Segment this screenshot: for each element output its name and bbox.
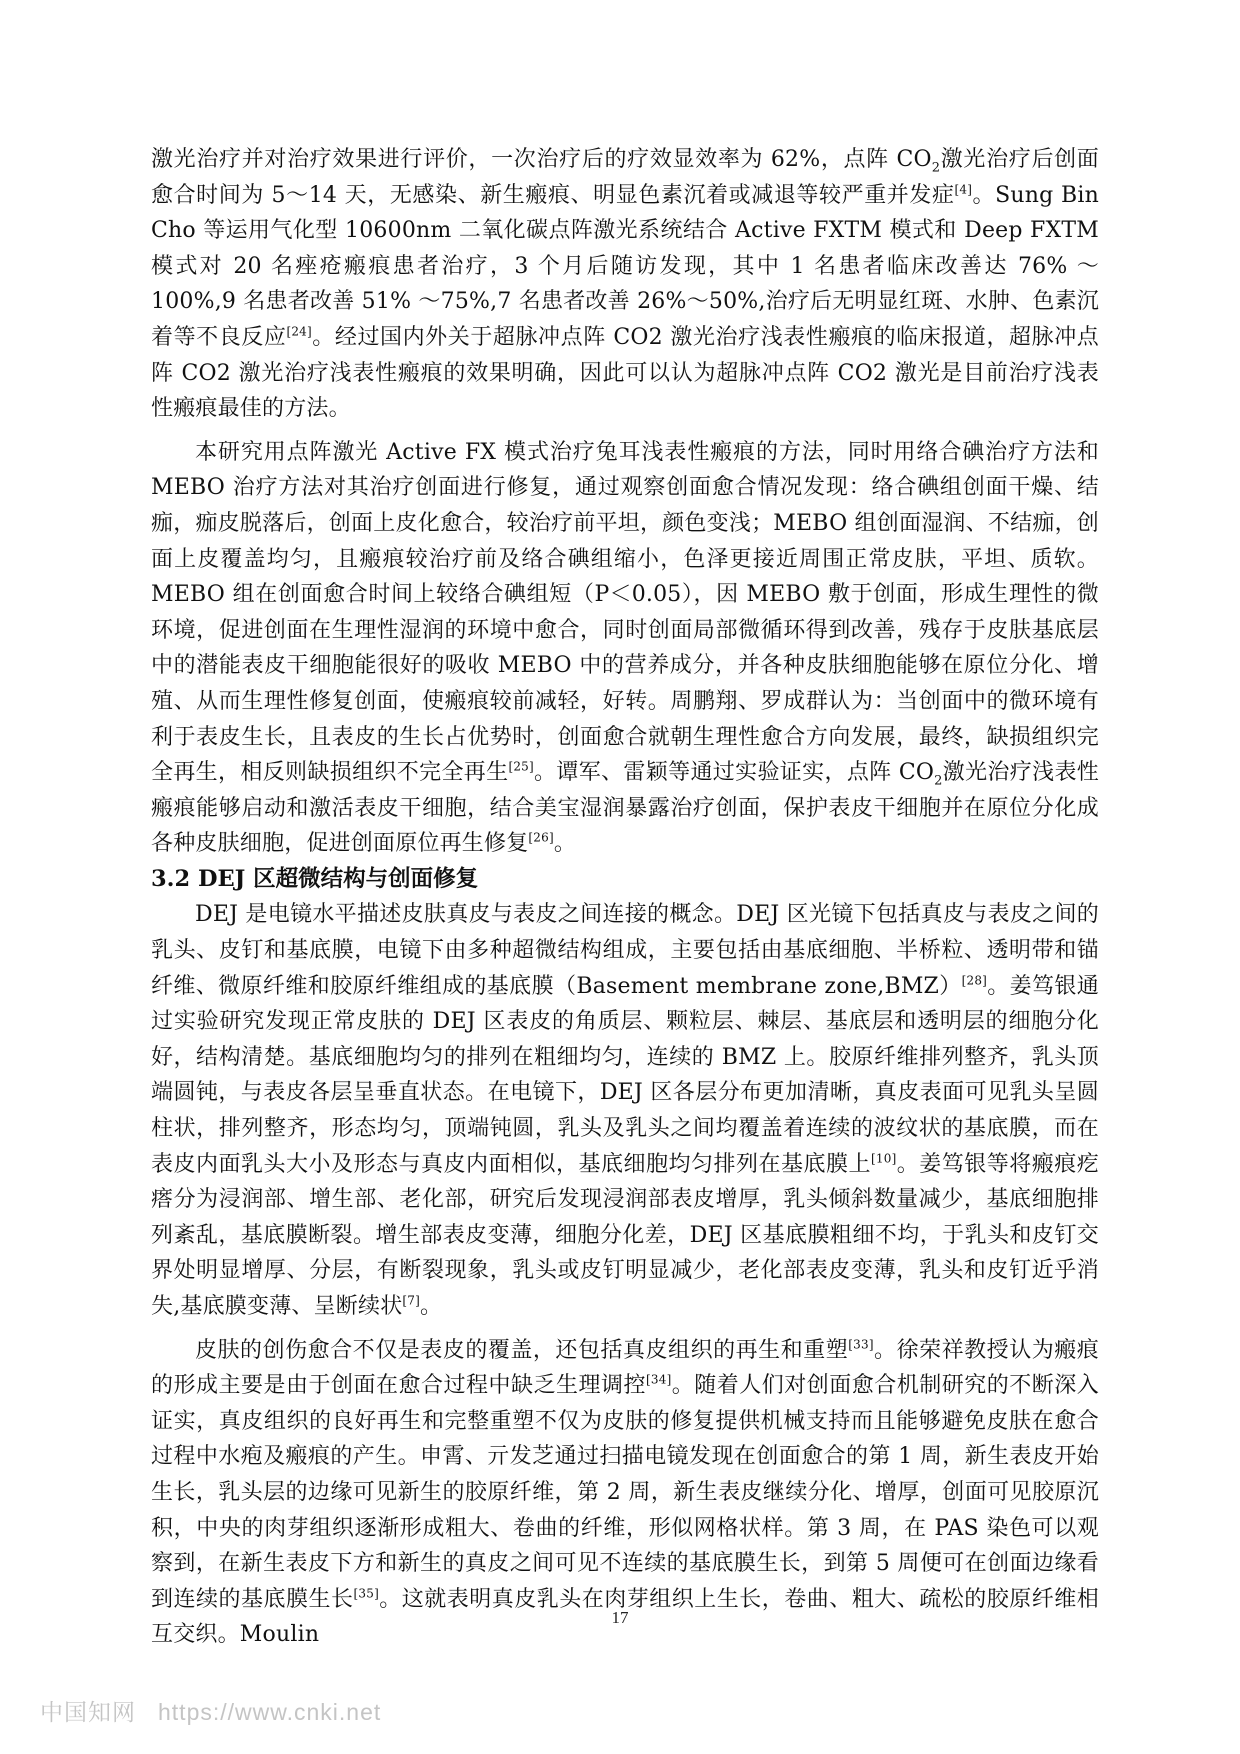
citation-ref: [24] xyxy=(286,324,312,339)
citation-ref: [25] xyxy=(508,759,534,774)
paragraph-laser-results xyxy=(151,142,1099,427)
citation-ref: [35] xyxy=(353,1586,379,1601)
paragraph-study-findings xyxy=(151,435,1099,862)
text-run: 。谭军、雷颖等通过实验证实，点阵 CO xyxy=(533,760,935,786)
watermark-url: https://www.cnki.net xyxy=(158,1699,382,1725)
citation-ref: [4] xyxy=(954,182,973,197)
text-run: 。这就表明真皮乳头在肉芽组织上生长，卷曲、粗大、疏松的胶原纤维相互交织。Moulin xyxy=(151,1586,1099,1648)
citation-ref: [26] xyxy=(528,830,554,845)
text-run: 皮肤的创伤愈合不仅是表皮的覆盖，还包括真皮组织的再生和重塑 xyxy=(195,1337,849,1363)
citation-ref: [7] xyxy=(402,1293,421,1308)
page-number: 17 xyxy=(611,1608,629,1627)
text-run: DEJ 是电镜水平描述皮肤真皮与表皮之间连接的概念。DEJ 区光镜下包括真皮与表皮之间的乳头、皮钉和基底膜，电镜下由多种超微结构组成，主要包括由基底细胞、半桥粒、透明带和锚纤维、微原纤维和胶原纤维组成的基底膜（Basement membrane zone,BMZ） xyxy=(151,902,1099,999)
text-run: 。姜笃银等将瘢痕疙瘩分为浸润部、增生部、老化部，研究后发现浸润部表皮增厚，乳头倾斜数量减少，基底细胞排列紊乱，基底膜断裂。增生部表皮变薄，细胞分化差，DEJ 区基底膜粗细不均，于乳头和皮钉交界处明显增厚、分层，有断裂现象，乳头或皮钉明显减少，老化部表皮变薄，乳头和皮钉近乎消失,基底膜变薄、呈断续状 xyxy=(151,1151,1099,1319)
text-run: 。姜笃银通过实验研究发现正常皮肤的 DEJ 区表皮的角质层、颗粒层、棘层、基底层和透明层的细胞分化好，结构清楚。基底细胞均匀的排列在粗细均匀，连续的 BMZ 上。胶原纤维排列整齐，乳头顶端圆钝，与表皮各层呈垂直状态。在电镜下，DEJ 区各层分布更加清晰，真皮表面可见乳头呈圆柱状，排列整齐，形态均匀，顶端钝圆，乳头及乳头之间均覆盖着连续的波纹状的基底膜，而在表皮内面乳头大小及形态与真皮内面相似，基底细胞均匀排列在基底膜上 xyxy=(151,973,1099,1177)
section-heading-dej: 3.2 DEJ 区超微结构与创面修复 xyxy=(151,865,479,892)
citation-ref: [34] xyxy=(646,1372,672,1387)
text-run: 本研究用点阵激光 Active FX 模式治疗兔耳浅表性瘢痕的方法，同时用络合碘治疗方法和 MEBO 治疗方法对其治疗创面进行修复，通过观察创面愈合情况发现：络合碘组创面干燥、结痂，痂皮脱落后，创面上皮化愈合，较治疗前平坦，颜色变浅；MEBO 组创面湿润、不结痂，创面上皮覆盖均匀，且瘢痕较治疗前及络合碘组缩小，色泽更接近周围正常皮肤，平坦、质软。MEBO 组在创面愈合时间上较络合碘组短（P＜0.05），因 MEBO 敷于创面，形成生理性的微环境，促进创面在生理性湿润的环境中愈合，同时创面局部微循环得到改善，残存于皮肤基底层中的潜能表皮干细胞能很好的吸收 MEBO 中的营养成分，并各种皮肤细胞能够在原位分化、增殖、从而生理性修复创面，使瘢痕较前减轻，好转。周鹏翔、罗成群认为：当创面中的微环境有利于表皮生长，且表皮的生长占优势时，创面愈合就朝生理性愈合方向发展，最终，缺损组织完全再生，相反则缺损组织不完全再生 xyxy=(151,439,1099,786)
paragraph-dej-structure xyxy=(151,897,1099,1324)
text-run: 。随着人们对创面愈合机制研究的不断深入证实，真皮组织的良好再生和完整重塑不仅为皮肤的修复提供机械支持而且能够避免皮肤在愈合过程中水疱及瘢痕的产生。申霄、亓发芝通过扫描电镜发现在创面愈合的第 1 周，新生表皮开始生长，乳头层的边缘可见新生的胶原纤维，第 2 周，新生表皮继续分化、增厚，创面可见胶原沉积，中央的肉芽组织逐渐形成粗大、卷曲的纤维，形似网格状样。第 3 周，在 PAS 染色可以观察到，在新生表皮下方和新生的真皮之间可见不连续的基底膜生长，到第 5 周便可在创面边缘看到连续的基底膜生长 xyxy=(151,1373,1099,1612)
subscript: 2 xyxy=(934,773,943,789)
text-run: 。 xyxy=(420,1294,443,1319)
text-run: 激光治疗后创面愈合时间为 5～14 天，无感染、新生瘢痕、明显色素沉着或减退等较严重并发症 xyxy=(151,147,1099,208)
watermark-brand: 中国知网 xyxy=(40,1700,136,1726)
subscript: 2 xyxy=(931,160,941,176)
citation-ref: [28] xyxy=(961,973,988,988)
text-run: 激光治疗并对治疗效果进行评价，一次治疗后的疗效显效率为 62%，点阵 CO xyxy=(151,147,932,172)
text-run: 。经过国内外关于超脉冲点阵 CO2 激光治疗浅表性瘢痕的临床报道，超脉冲点阵 CO2 激光治疗浅表性瘢痕的效果明确，因此可以认为超脉冲点阵 CO2 激光是目前治疗浅表性瘢痕最佳的方法。 xyxy=(151,324,1099,422)
text-run: 。Sung Bin Cho 等运用气化型 10600nm 二氧化碳点阵激光系统结合 Active FXTM 模式和 Deep FXTM 模式对 20 名痤疮瘢痕患者治疗，3 个月后随访发现，其中 1 名患者临床改善达 76% ～100%,9 名患者改善 51% ～75%,7 名患者改善 26%～50%,治疗后无明显红斑、水肿、色素沉着等不良反应 xyxy=(151,182,1099,350)
cnki-watermark xyxy=(40,1694,381,1727)
text-run: 。徐荣祥教授认为瘢痕的形成主要是由于创面在愈合过程中缺乏生理调控 xyxy=(151,1337,1099,1399)
text-run: 。 xyxy=(553,831,577,857)
paragraph-wound-healing xyxy=(151,1333,1099,1653)
text-run: 激光治疗浅表性瘢痕能够启动和激活表皮干细胞，结合美宝湿润暴露治疗创面，保护表皮干细胞并在原位分化成各种皮肤细胞，促进创面原位再生修复 xyxy=(151,760,1100,857)
citation-ref: [10] xyxy=(871,1151,897,1166)
citation-ref: [33] xyxy=(848,1337,874,1352)
article-body xyxy=(151,142,1099,1653)
